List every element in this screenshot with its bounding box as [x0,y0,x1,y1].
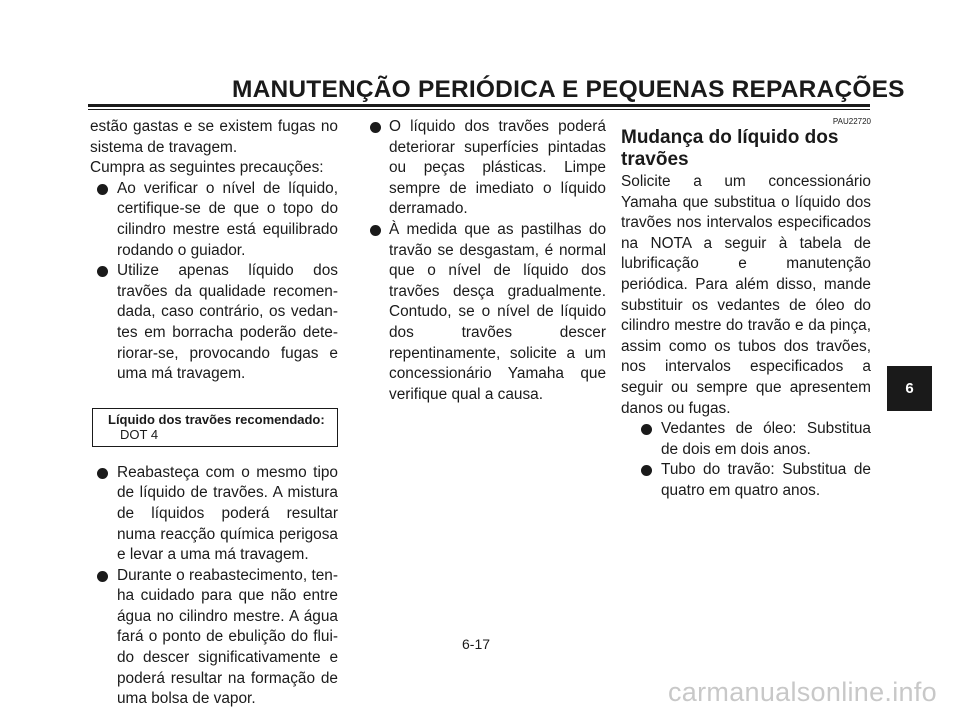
spec-box-value: DOT 4 [120,426,159,442]
watermark: carmanualsonline.info [668,677,937,707]
header-rule [88,104,870,107]
page-header-title: MANUTENÇÃO PERIÓDICA E PEQUENAS REPARAÇÕES [232,76,905,103]
section-title: Mudança do líquido dos travões [621,127,839,170]
section-code: PAU22720 [832,117,871,126]
list-item: O líquido dos travões poderá deteriorar superfícies pintadas ou peças plásticas. Limpe sempre de imediato o líquido derramado. [370,117,606,220]
bullet-icon [97,266,108,277]
chapter-tab: 6 [887,366,932,411]
list-item: Ao verificar o nível de líquido, certifique-se de que o topo do cilindro mestre está equilibrado rodando o guiador. [90,179,338,261]
header-rule-thin [88,109,870,110]
precautions-heading: Cumpra as seguintes precauções: [90,159,324,177]
precautions-list-a [90,179,338,385]
intro-paragraph: estão gastas e se existem fugas no sistema de travagem. [90,118,338,156]
list-item: Tubo do travão: Substitua de quatro em quatro anos. [634,460,871,501]
column-3 [621,117,871,502]
spec-box [92,408,338,447]
column-1 [90,117,338,710]
precautions-list-c [370,117,606,405]
bullet-icon [97,184,108,195]
list-item: À medida que as pastilhas do travão se desgastam, é normal que o nível de líquido dos travões desça gradualmente. Contudo, se o nível de líquido dos travões descer repentinamente, solicite a um concessionário Yamaha que verifique qual a causa. [370,220,606,405]
bullet-icon [641,424,652,435]
bullet-icon [641,465,652,476]
section-body: Solicite a um concessionário Yamaha que substitua o líquido dos travões nos intervalos especificados na NOTA a seguir à tabela de lubrificação e manutenção periódica. Para além disso, mande substituir os vedantes de óleo do cilindro mestre do travão e da pinça, assim como os tubos dos travões, nos intervalos especificados a seguir ou sempre que apresentem danos ou fugas. [621,173,871,417]
precautions-list-b [90,463,338,710]
list-item: Reabasteça com o mesmo tipo de líquido de travões. A mistura de líquidos poderá resultar numa reacção química perigosa e levar a uma má travagem. [90,463,338,566]
bullet-icon [370,122,381,133]
column-2 [370,117,606,405]
replacement-list [634,419,871,501]
list-item: Vedantes de óleo: Substitua de dois em dois anos. [634,419,871,460]
list-item: Durante o reabastecimento, ten-ha cuidado para que não entre água no cilindro mestre. A água fará o ponto de ebulição do flui-do descer significativamente e poderá resultar na formação de uma bolsa de vapor. [90,566,338,710]
list-item: Utilize apenas líquido dos travões da qualidade recomen-dada, caso contrário, os vedan-tes em borracha poderão dete-riorar-se, provocando fugas e uma má travagem. [90,261,338,385]
spec-box-title: Líquido dos travões recomendado: [108,411,325,427]
bullet-icon [97,468,108,479]
bullet-icon [97,571,108,582]
page-number: 6-17 [462,636,491,652]
bullet-icon [370,225,381,236]
